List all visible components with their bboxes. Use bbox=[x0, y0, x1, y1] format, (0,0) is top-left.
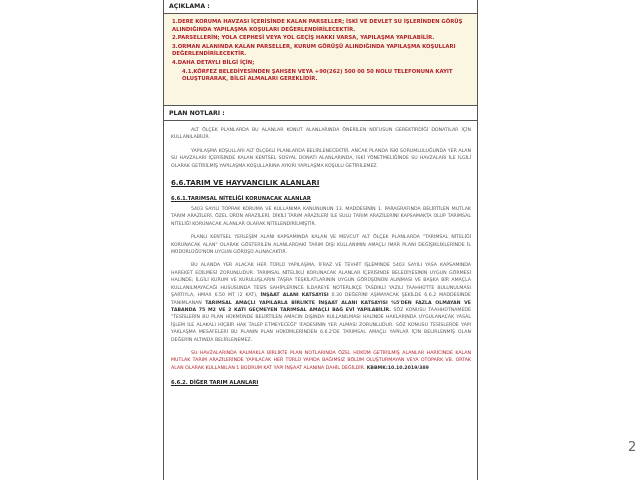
bold-text: İNŞAAT ALANI KATSAYISI bbox=[260, 293, 329, 299]
paragraph: ALT ÖLÇEK PLANLARDA BU ALANLAR KONUT ALANLARINDA ÖNERİLEN NÜFUSUN GEREKTİRDİĞİ DONATILAR İÇİN KULLANILABİLİR. bbox=[171, 128, 471, 141]
text-span: SU HAVZALARINDA KALMAKLA BİRLİKTE PLAN NOTLARINDA ÖZEL HÜKÜM GETİRİLMİŞ ALANLAR HARİCİNDE KALAN MUTLAK TARIM ARAZİLERİNDE YAPILACAK HER TÜRLÜ YAPIDA BAĞIMSIZ BÖLÜM OLUŞTURMAYAN VEYA OTOPARK VB. ORTAK ALAN OLARAK KULLANILAN 1 BODRUM KAT YAPI İNŞAAT ALANINA DAHİL DEĞİLDİR. bbox=[171, 350, 471, 371]
reference-text: KBBMK:10.10.2019/389 bbox=[366, 365, 429, 371]
aciklama-item-2: 2.PARSELLERİN; YOLA CEPHESİ VEYA YOL GEÇİŞ HAKKI VARSA, YAPILAŞMA YAPILABİLİR. bbox=[172, 35, 435, 42]
text-span: 0.30 DEĞERİNİ AŞMAYACAK ŞEKİLDE 6.6.2 MADDESİNDE TANIMLANAN bbox=[171, 293, 471, 306]
aciklama-item-4-1: 4.1.KÖRFEZ BELEDİYESİNDEN ŞAHSEN VEYA +90(262) 500 00 50 NOLU TELEFONUNA KAYIT OLUŞTURARAK, BİLGİ ALMALARI GEREKLİDİR. bbox=[182, 68, 453, 83]
aciklama-item-1: 1.DERE KORUMA HAVZASI İÇERİSİNDE KALAN PARSELLER; İSKİ VE DEVLET SU İŞLERİNDEN GÖRÜŞ ALINDIĞINDA YAPILAŞMA KOŞULARI DEĞERLENDİRİLECEKTİR. bbox=[172, 19, 463, 33]
aciklama-header: AÇIKLAMA : bbox=[164, 0, 477, 14]
highlighted-text: TARIMSAL AMAÇLI YAPILARLA BİRLİKTE İNŞAAT ALANI KATSAYISI %5'DEN FAZLA OLMAYAN VE TABANDA 75 M2 VE 2 KATI GEÇMEYEN TARIMSAL AMAÇLI BAĞ EVİ YAPILABİLİR. bbox=[171, 300, 471, 313]
subsection-heading: 6.6.2. DİĞER TARIM ALANLARI bbox=[171, 380, 259, 387]
highlighted-paragraph bbox=[171, 350, 471, 372]
section-heading: 6.6.TARIM VE HAYVANCILIK ALANLARI bbox=[171, 179, 320, 188]
paragraph: PLANLI KENTSEL YERLEŞİM ALANI KAPSAMINDA KALAN VE MEVCUT ALT ÖLÇEK PLANLARDA "TARIMSAL NİTELİĞİ KORUNACAK ALAN" OLARAK GÖSTERİLEN ALANLARDAKİ TARIM DIŞI KULLANIMIN AMAÇLI İMAR PLANI DEĞİŞİKLİKLERİNDE İL MÜDÜRLÜĞÜ'NÜN UYGUN GÖRÜŞÜ ALINACAKTIR. bbox=[171, 235, 471, 256]
text-span: BU ALANDA YER ALACAK HER TÜRLÜ YAPILAŞMA, İFRAZ VE TEVHİT İŞLEMİNDE 5403 SAYILI YASA KAPSAMINDA HAREKET EDİLMESİ ZORUNLUDUR. TARIMSAL NİTELİKLİ KORUNACAK ALANLAR İÇERİSİNDE BELEDİYESİNİN UYGUN GÖRMESİ HALİNDE; İLGİLİ KURUM VE KURULUŞLARIN TAŞRA TEŞKİLATLARININ UYGUN GÖRÜŞÜNÜN ALINMASI VE BAŞKA BİR AMAÇLA KULLANILMAYACAĞI HUSUSUNDA TESİS SAHİPLERİNCE İLDAREYE NOTERLİKÇE TASDİKLİ YAZILI TAAHHÜTTE BULUNULMASI ŞARTIYLA, HMAX 6.50 MT (2 KAT), bbox=[171, 263, 471, 299]
aciklama-item-3: 3.ORMAN ALANINDA KALAN PARSELLER, KURUM GÖRÜŞÜ ALINDIĞINDA YAPILAŞMA KOŞULLARI DEĞERLENDİRİLECEKTİR. bbox=[172, 43, 456, 58]
aciklama-section bbox=[164, 14, 477, 106]
plan-document bbox=[163, 0, 478, 480]
paragraph bbox=[171, 262, 471, 343]
page-number: 2 bbox=[628, 440, 637, 455]
paragraph: 5403 SAYILI TOPRAK KORUMA VE KULLANIMA KANUNUNUN 13. MADDESİNİN 1. PARAGRAFINDA BELİRTİLEN MUTLAK TARIM ARAZİLERİ, ÖZEL ÜRÜN ARAZİLERİ, DİKİLİ TARIM ARAZİLERİ İLE SULU TARIM ARAZİLERİNİ KAPSAMAKTA OLUP TARIMSAL NİTELİĞİ KORUNACAK ALANLAR OLARAK NİTELENDİRİLMİŞTİR. bbox=[171, 207, 471, 227]
subsection-heading: 6.6.1.TARIMSAL NİTELİĞİ KORUNACAK ALANLAR bbox=[171, 196, 311, 203]
aciklama-item-4: 4.DAHA DETAYLI BİLGİ İÇİN; bbox=[172, 59, 255, 66]
text-span: SÖZ KONUSU TAAHHÜTNAMEDE "TESİSLERİN BU PLAN HÜKMÜNDE BELİRTİLEN AMACIN DIŞINDA KULLANILMASI HALİNDE HAKLARINDA UYGULANACAK YASAL İŞLEM İLE ALAKALI HİÇBİR HAK TALEP ETMEYECEĞİ" İFADESİNİN YER ALMASI ZORUNLUDUR. SÖZ KONUSU TESİSLERDE YAPI YAKLAŞMA MESAFELERİ BU PLANIN PLAN HÜKÜMLERİNDEN 6.6.2'DE TARIMSAL AMAÇLI YAPILAR İÇİN BELİRLENMİŞ OLAN DEĞERİN ALTINDA BELİRLENEMEZ. bbox=[171, 307, 471, 343]
paragraph: YAPILAŞMA KOŞULLARI ALT ÖLÇEKLİ PLANLARDA BELİRLENECEKTİR. ANCAK PLANDA İSKİ SORUMLULUĞUNDA YER ALAN SU HAVZALARI İÇERİSİNDE KALAN KENTSEL SOSYAL DONATI ALANLARINDA, İSKİ YÖNETMELİĞİNDE SU HAVZALARI İLE İLGİLİ OLARAK GETİRİLMİŞ YAPILAŞMA KOŞULLARINA AYKIRI YAPILAŞMA KOŞULU GETİRİLEMEZ. bbox=[171, 148, 471, 169]
plan-notlari-header: PLAN NOTLARI : bbox=[164, 106, 477, 121]
plan-notlari-body bbox=[164, 121, 477, 386]
